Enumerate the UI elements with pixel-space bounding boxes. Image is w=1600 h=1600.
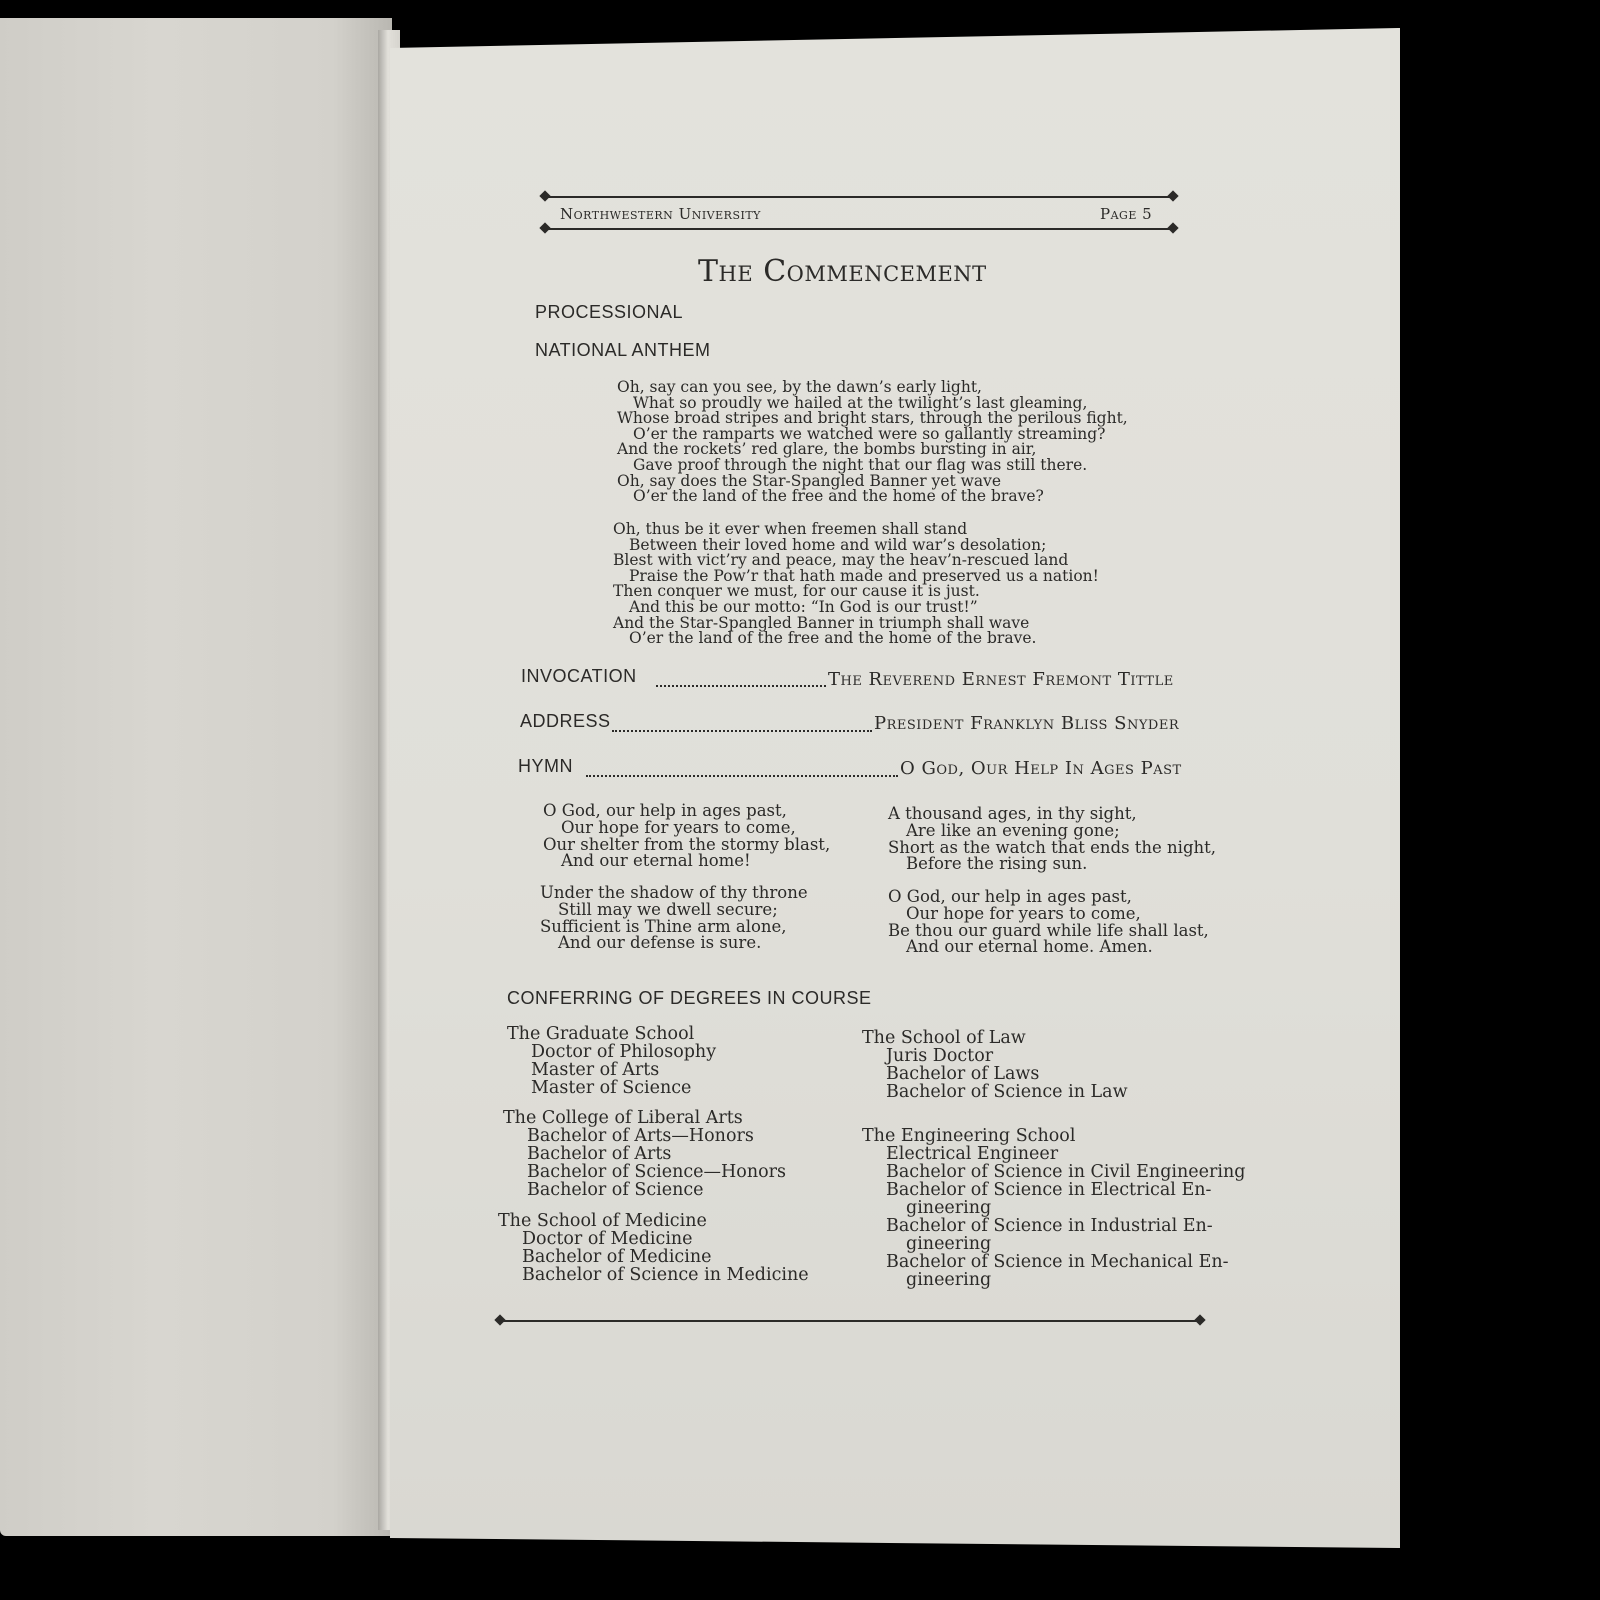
degree-item: Bachelor of Science in Civil Engineering bbox=[886, 1162, 1246, 1182]
degree-group-engineering bbox=[862, 1127, 1245, 1289]
hymn-line: Are like an evening gone; bbox=[906, 820, 1120, 840]
school-name: The Graduate School bbox=[507, 1024, 695, 1044]
hymn-left-stanza-2 bbox=[540, 885, 808, 952]
degree-item: Master of Science bbox=[531, 1078, 692, 1098]
anthem-line: Whose broad stripes and bright stars, through the perilous fight, bbox=[617, 409, 1128, 428]
anthem-line: What so proudly we hailed at the twilight’s last gleaming, bbox=[633, 393, 1088, 412]
anthem-line: And the rockets’ red glare, the bombs bursting in air, bbox=[617, 440, 1037, 459]
invocation-label: INVOCATION bbox=[521, 666, 637, 686]
header-university: Northwestern University bbox=[560, 205, 761, 223]
hymn-right-stanza-2 bbox=[888, 889, 1209, 956]
degree-item: Bachelor of Arts bbox=[527, 1144, 672, 1164]
degree-item: Juris Doctor bbox=[886, 1046, 994, 1066]
degree-item: Bachelor of Science in Medicine bbox=[522, 1265, 809, 1285]
hymn-line: O God, our help in ages past, bbox=[888, 887, 1132, 906]
anthem-line: Gave proof through the night that our flag was still there. bbox=[633, 455, 1088, 474]
hymn-left-stanza-1 bbox=[543, 803, 830, 870]
degree-group-medicine bbox=[498, 1212, 809, 1284]
processional-heading: PROCESSIONAL bbox=[535, 302, 684, 322]
degree-item: gineering bbox=[906, 1234, 992, 1254]
hymn-line: A thousand ages, in thy sight, bbox=[888, 804, 1137, 823]
hymn-line: Short as the watch that ends the night, bbox=[888, 837, 1217, 857]
page-title: The Commencement bbox=[698, 254, 987, 289]
anthem-line: Between their loved home and wild war’s desolation; bbox=[629, 535, 1047, 554]
anthem-line: Praise the Pow’r that hath made and preserved us a nation! bbox=[629, 566, 1099, 585]
address-speaker: President Franklyn Bliss Snyder bbox=[874, 713, 1180, 734]
anthem-line: Oh, thus be it ever when freemen shall stand bbox=[613, 520, 968, 538]
header-bottom-rule bbox=[545, 228, 1173, 230]
hymn-line: Our hope for years to come, bbox=[906, 903, 1141, 923]
degree-item: Bachelor of Science in Industrial En- bbox=[886, 1216, 1213, 1236]
school-name: The School of Law bbox=[862, 1028, 1026, 1048]
hymn-line: And our eternal home! bbox=[561, 851, 751, 871]
degree-item: Doctor of Medicine bbox=[522, 1229, 693, 1249]
degree-item: gineering bbox=[906, 1270, 992, 1290]
invocation-officiant: The Reverend Ernest Fremont Tittle bbox=[828, 669, 1174, 690]
address-label: ADDRESS bbox=[520, 711, 611, 731]
anthem-line: O’er the land of the free and the home of the brave? bbox=[633, 487, 1044, 506]
school-name: The Engineering School bbox=[862, 1126, 1076, 1146]
address-leader-dots bbox=[612, 730, 872, 732]
header-page-number: Page 5 bbox=[1100, 205, 1153, 223]
degree-item: Bachelor of Science bbox=[527, 1180, 704, 1200]
hymn-title: O God, Our Help In Ages Past bbox=[900, 758, 1182, 779]
degree-item: Bachelor of Science—Honors bbox=[527, 1162, 786, 1182]
degree-item: Bachelor of Medicine bbox=[522, 1247, 712, 1267]
left-page bbox=[0, 18, 392, 1536]
degree-item: Master of Arts bbox=[531, 1060, 660, 1080]
hymn-line: Our hope for years to come, bbox=[561, 817, 796, 837]
hymn-line: Be thou our guard while life shall last, bbox=[888, 920, 1209, 940]
anthem-line: O’er the ramparts we watched were so gallantly streaming? bbox=[633, 424, 1106, 443]
degree-group-law bbox=[862, 1029, 1128, 1101]
degree-item: Electrical Engineer bbox=[886, 1144, 1059, 1164]
degree-item: Doctor of Philosophy bbox=[531, 1042, 717, 1062]
hymn-line: Sufficient is Thine arm alone, bbox=[540, 916, 787, 936]
anthem-heading: NATIONAL ANTHEM bbox=[535, 340, 711, 360]
anthem-line: O’er the land of the free and the home of the brave. bbox=[629, 629, 1037, 648]
degree-item: Bachelor of Science in Electrical En- bbox=[886, 1180, 1212, 1200]
school-name: The School of Medicine bbox=[498, 1211, 707, 1231]
degree-item: Bachelor of Laws bbox=[886, 1064, 1040, 1084]
anthem-stanza-1 bbox=[617, 380, 1128, 505]
hymn-line: And our defense is sure. bbox=[558, 933, 762, 953]
anthem-line: Oh, say can you see, by the dawn’s early light, bbox=[617, 378, 982, 396]
degree-group-graduate bbox=[507, 1025, 716, 1097]
anthem-line: Then conquer we must, for our cause it is just. bbox=[613, 582, 980, 601]
hymn-line: Under the shadow of thy throne bbox=[540, 883, 808, 902]
degrees-heading: CONFERRING OF DEGREES IN COURSE bbox=[507, 988, 872, 1008]
hymn-right-stanza-1 bbox=[888, 806, 1216, 873]
hymn-line: Before the rising sun. bbox=[906, 854, 1088, 874]
degree-item: Bachelor of Science in Law bbox=[886, 1082, 1128, 1102]
invocation-leader-dots bbox=[656, 685, 826, 687]
hymn-line: Our shelter from the stormy blast, bbox=[543, 834, 831, 854]
anthem-line: And this be our motto: “In God is our trust!” bbox=[629, 597, 978, 616]
degree-group-liberal-arts bbox=[503, 1109, 786, 1199]
school-name: The College of Liberal Arts bbox=[503, 1108, 743, 1128]
hymn-line: And our eternal home. Amen. bbox=[906, 937, 1153, 957]
footer-rule bbox=[500, 1320, 1200, 1322]
degree-item: gineering bbox=[906, 1198, 992, 1218]
degree-item: Bachelor of Arts—Honors bbox=[527, 1126, 754, 1146]
anthem-line: Oh, say does the Star-Spangled Banner yet wave bbox=[617, 471, 1002, 490]
header-top-rule bbox=[545, 196, 1173, 198]
hymn-leader-dots bbox=[586, 775, 898, 777]
hymn-line: Still may we dwell secure; bbox=[558, 899, 778, 919]
anthem-stanza-2 bbox=[613, 522, 1099, 647]
hymn-label: HYMN bbox=[518, 756, 573, 776]
anthem-line: Blest with vict’ry and peace, may the heav’n-rescued land bbox=[613, 551, 1069, 570]
degree-item: Bachelor of Science in Mechanical En- bbox=[886, 1252, 1229, 1272]
anthem-line: And the Star-Spangled Banner in triumph shall wave bbox=[613, 613, 1030, 632]
hymn-line: O God, our help in ages past, bbox=[543, 801, 787, 820]
